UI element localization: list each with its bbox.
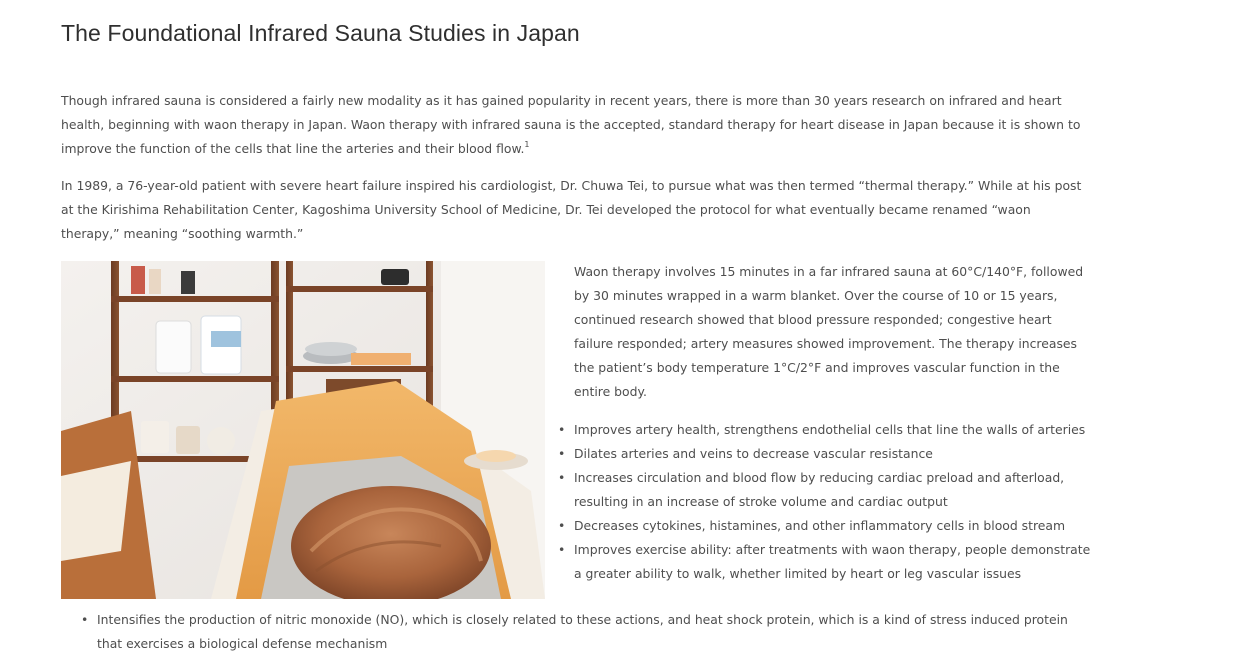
footnote-ref[interactable]: 1 — [524, 140, 530, 149]
intro-paragraph — [61, 89, 1091, 161]
list-item: • Intensifies the production of nitric monoxide (NO), which is closely related to these actions, and heat shock protein, which is a kind of stress induced protein that exercises a biological defense mechanism — [97, 608, 1087, 656]
list-item: • Improves artery health, strengthens endothelial cells that line the walls of arteries — [574, 418, 1094, 442]
list-item: • Decreases cytokines, histamines, and other inflammatory cells in blood stream — [574, 514, 1094, 538]
woman-under-warm-blanket-illustration — [61, 261, 545, 599]
sauna-therapy-photo — [61, 261, 545, 599]
article-title: The Foundational Infrared Sauna Studies in Japan — [61, 20, 580, 46]
benefits-list — [574, 418, 1094, 586]
list-item: • Dilates arteries and veins to decrease vascular resistance — [574, 442, 1094, 466]
history-paragraph: In 1989, a 76-year-old patient with severe heart failure inspired his cardiologist, Dr. Chuwa Tei, to pursue what was then termed “thermal therapy.” While at his post at the Kirishima Rehabilitation Center, Kagoshima University School of Medicine, Dr. Tei developed the protocol for what eventually became renamed “waon therapy,” meaning “soothing warmth.” — [61, 178, 1082, 241]
list-item: • Improves exercise ability: after treatments with waon therapy, people demonstrate a greater ability to walk, whether limited by heart or leg vascular issues — [574, 538, 1094, 586]
waon-description: Waon therapy involves 15 minutes in a far infrared sauna at 60°C/140°F, followed by 30 minutes wrapped in a warm blanket. Over the course of 10 or 15 years, continued research showed that blood pressure responded; congestive heart failure responded; artery measures showed improvement. The therapy increases the patient’s body temperature 1°C/2°F and improves vascular function in the entire body. — [574, 264, 1084, 399]
intro-text: Though infrared sauna is considered a fairly new modality as it has gained popularity in recent years, there is more than 30 years research on infrared and heart health, beginning with waon therapy in Japan. Waon therapy with infrared sauna is the accepted, standard therapy for heart disease in Japan because it is shown to improve the function of the cells that line the arteries and their blood flow. — [61, 93, 1081, 156]
list-item: • Increases circulation and blood flow by reducing cardiac preload and afterload, resulting in an increase of stroke volume and cardiac output — [574, 466, 1094, 514]
benefits-list-continued — [97, 608, 1087, 656]
